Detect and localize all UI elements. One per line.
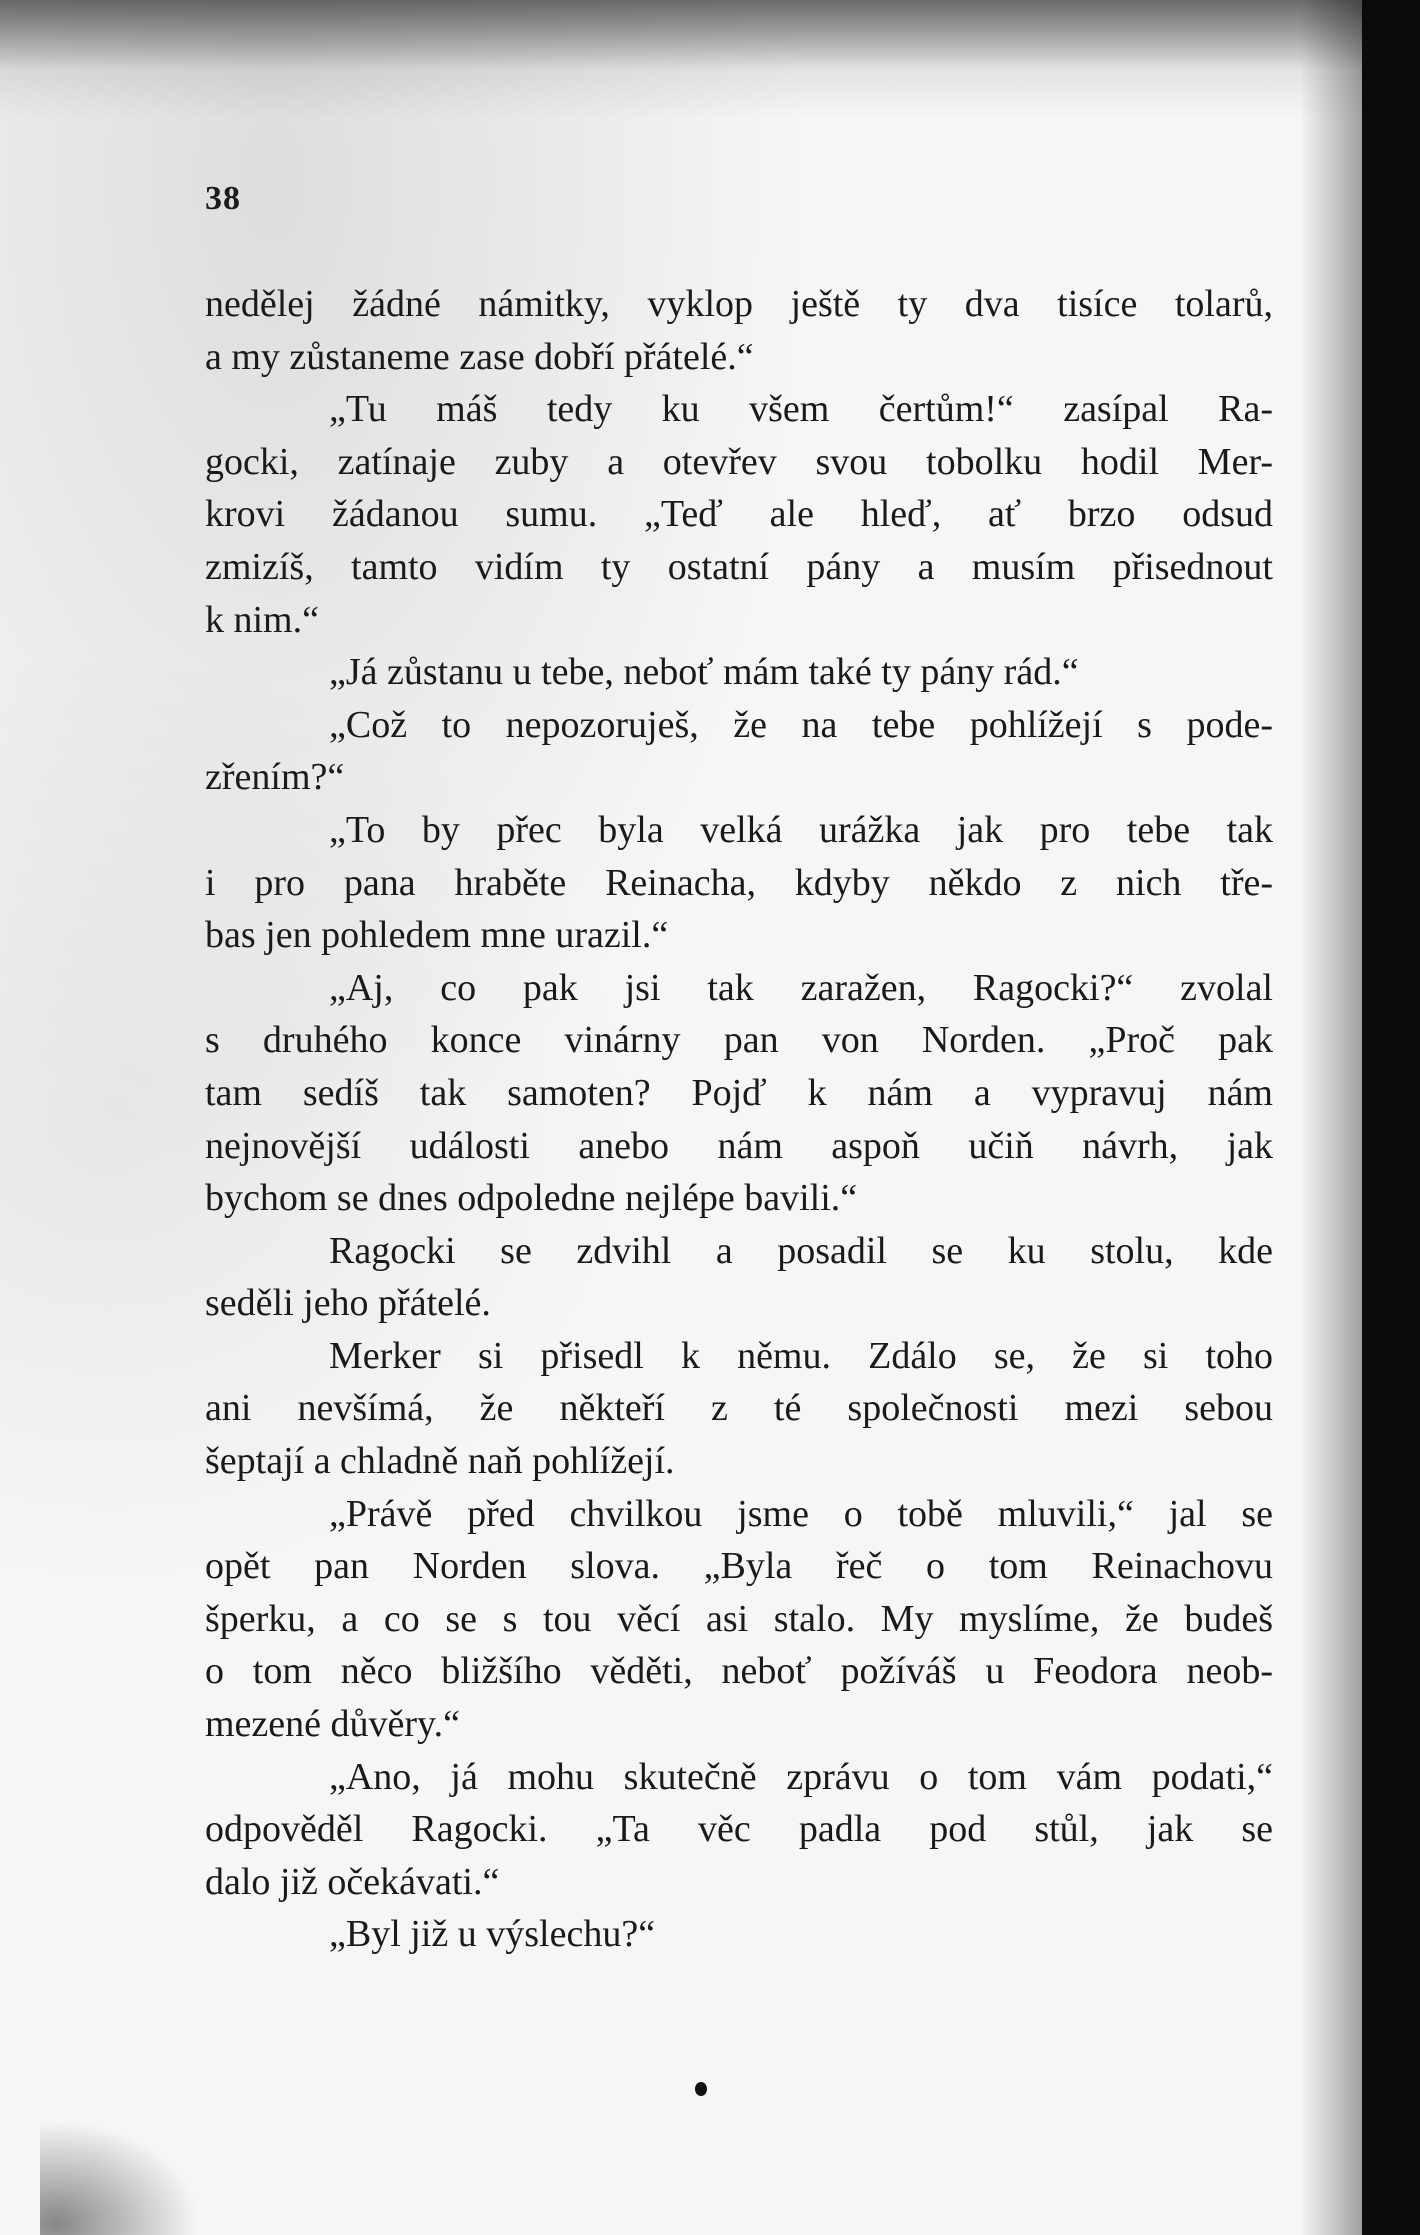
text-line: tam sedíš tak samoten? Pojď k nám a vypravuj nám (205, 1071, 1273, 1114)
text-line: zřením?“ (205, 756, 345, 799)
body-text (205, 278, 1273, 1961)
text-line: bychom se dnes odpoledne nejlépe bavili.“ (205, 1177, 858, 1220)
text-line: mezené důvěry.“ (205, 1703, 460, 1746)
text-line: Ragocki se zdvihl a posadil se ku stolu, kde (329, 1229, 1273, 1272)
text-line: Merker si přisedl k němu. Zdálo se, že si toho (329, 1334, 1273, 1377)
text-line: „Tu máš tedy ku všem čertům!“ zasípal Ra- (329, 388, 1273, 431)
spine-shadow (1300, 0, 1362, 2235)
text-line: šperku, a co se s tou věcí asi stalo. My myslíme, že budeš (205, 1597, 1273, 1640)
text-line: a my zůstaneme zase dobří přátelé.“ (205, 335, 754, 378)
text-line: „Což to nepozoruješ, že na tebe pohlížejí s pode- (329, 703, 1273, 746)
page-edge (1362, 0, 1420, 2235)
text-line: „Byl již u výslechu?“ (329, 1913, 656, 1956)
text-line: opět pan Norden slova. „Byla řeč o tom Reinachovu (205, 1545, 1273, 1588)
text-line: zmizíš, tamto vidím ty ostatní pány a musím přisednout (205, 545, 1273, 588)
text-line: dalo již očekávati.“ (205, 1860, 500, 1903)
corner-blemish (40, 2120, 200, 2235)
text-line: odpověděl Ragocki. „Ta věc padla pod stůl, jak se (205, 1808, 1273, 1851)
text-line: s druhého konce vinárny pan von Norden. „Proč pak (205, 1019, 1273, 1062)
text-line: „Já zůstanu u tebe, neboť mám také ty pány rád.“ (329, 651, 1079, 694)
text-line: o tom něco bližšího věděti, neboť požíváš u Feodora neob- (205, 1650, 1273, 1693)
text-line: nedělej žádné námitky, vyklop ještě ty dva tisíce tolarů, (205, 283, 1273, 325)
text-line: k nim.“ (205, 598, 319, 641)
top-edge-shadow (0, 0, 1362, 70)
page-number: 38 (205, 180, 241, 217)
text-line: bas jen pohledem mne urazil.“ (205, 914, 669, 957)
text-line: i pro pana hraběte Reinacha, kdyby někdo z nich tře- (205, 861, 1273, 904)
text-line: „Aj, co pak jsi tak zaražen, Ragocki?“ zvolal (329, 966, 1273, 1009)
text-line: šeptají a chladně naň pohlížejí. (205, 1440, 675, 1483)
text-line: „Právě před chvilkou jsme o tobě mluvili,“ jal se (329, 1492, 1273, 1535)
text-line: krovi žádanou sumu. „Teď ale hleď, ať brzo odsud (205, 493, 1273, 536)
text-line: seděli jeho přátelé. (205, 1282, 491, 1325)
text-line: nejnovější události anebo nám aspoň učiň návrh, jak (205, 1124, 1273, 1167)
text-line: gocki, zatínaje zuby a otevřev svou tobolku hodil Mer- (205, 440, 1273, 483)
text-line: „To by přec byla velká urážka jak pro tebe tak (329, 808, 1273, 851)
text-line: ani nevšímá, že někteří z té společnosti mezi sebou (205, 1387, 1273, 1430)
text-line: „Ano, já mohu skutečně zprávu o tom vám podati,“ (329, 1755, 1273, 1798)
ink-speck (695, 2082, 707, 2096)
